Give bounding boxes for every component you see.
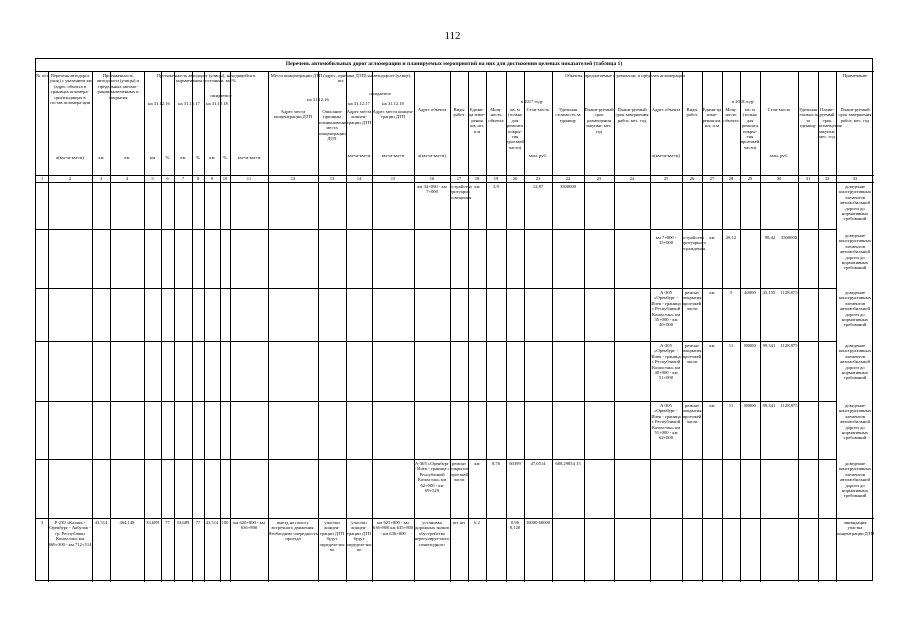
table-cell: А-305 «Оренбург - Илек - граница с Республикой Казахстан» км 35+000 - км 40+000 <box>651 290 681 328</box>
colnum: 8 <box>196 176 200 181</box>
table-note: доведение конструктивных элементов автомобильной дороги до нормативных требований <box>838 233 872 271</box>
table-cell: 47,0514 <box>530 461 546 466</box>
sub-km-3: км <box>98 155 104 160</box>
table-note: доведение конструктивных элементов автомобильной дороги до нормативных требований <box>838 184 872 222</box>
table-cell: 1128,875 <box>780 343 798 348</box>
table-cell: ремонт покрытия проезжей части <box>682 403 702 425</box>
sub-km-4: км <box>124 155 130 160</box>
table-cell: ремонт покрытия проезжей части <box>682 290 702 312</box>
table-note: ликвидация участка концентрации ДТП <box>836 520 874 536</box>
sub-km-9: км <box>209 155 215 160</box>
table-cell: ремонт покрытия проезжей части <box>450 461 469 483</box>
table-cell: км <box>709 403 715 408</box>
hdr-dtp-addr-17: Адрес места концен-трации ДТП <box>346 109 372 125</box>
colnum: 24 <box>629 176 635 181</box>
table-cell: 100 <box>221 520 229 525</box>
table-frame <box>35 58 873 581</box>
hdr-dtp-expected: ожидаемое <box>369 91 391 96</box>
hdr-2017: в 2017 году <box>520 99 544 104</box>
table-cell: 0,96 0,120 <box>509 520 521 531</box>
hdr-note: Примечание <box>842 73 868 78</box>
table-cell: 11 <box>728 403 734 408</box>
hdr-d18: на 31.12.18 <box>206 101 228 106</box>
table-cell: 99,341 <box>762 403 776 408</box>
sub-km-11: км+м-км+м <box>237 155 261 160</box>
colnum: 4 <box>125 176 129 181</box>
colnum: 6 <box>166 176 169 181</box>
hdr-dtp-addr-18: Адрес места концен-трации ДТП <box>372 109 414 120</box>
table-cell: выезд на полосу встречного движения. Необходимо очередность проезда <box>268 520 318 542</box>
hdr-dtp: Места концентрации ДТП (адрес, причина ДТП) на автодороге (улице), шт. <box>270 73 412 84</box>
table-cell: км 620+800 - км 636+800 <box>233 520 265 531</box>
hdr-norm-expected: ожидаемое <box>210 93 232 98</box>
colnum: 13 <box>329 176 335 181</box>
table-cell: 1128,875 <box>780 403 798 408</box>
colnum: 21 <box>535 176 541 181</box>
sub-pct-6: % <box>165 155 170 160</box>
table-cell: 43,514 <box>94 520 108 525</box>
colnum: 25 <box>663 176 669 181</box>
table-cell: 3,9 <box>493 184 499 189</box>
table-cell: 77 <box>165 520 170 525</box>
colnum: 3 <box>99 176 103 181</box>
sub-km-5: км <box>149 155 156 160</box>
hdr-ucost-18: Удельная стоимость за единицу <box>798 107 819 129</box>
table-cell: 43,514 <box>205 520 219 525</box>
table-cell: км 34+000 - км 7+000 <box>417 184 447 195</box>
hdr-road-list: Перечень автодорог (улиц) с указанием км (адрес объекта в границах агломера-ции/входящих в состав агломера-ции <box>48 73 92 106</box>
table-cell: 12,87 <box>532 184 544 189</box>
table-cell: 88000 <box>744 403 756 408</box>
table-cell: 6 2 <box>474 520 480 525</box>
table-title: Перечень автомобильных дорог агломерации и планируемых мероприятий на них для достижения целевых показателей (таблица 1) <box>285 61 623 67</box>
hdr-sqm-18: кв. м (только для ремонта покры-тия проезжей части) <box>740 107 760 150</box>
hdr-objects: Объекты, предлагаемые к ремонтам, в пределах агломерации <box>565 73 685 78</box>
table-cell: А-305 «Оренбург - Илек - граница с Республикой Казахстан» км 62+000 - км 69+529 <box>414 461 450 494</box>
table-cell: 98,42 <box>764 235 776 240</box>
colnum: 28 <box>728 176 734 181</box>
table-cell: 33,689 <box>146 520 159 525</box>
sub-km-15: а(км+м-км+м) <box>418 153 446 158</box>
table-cell: 688,29854 15 <box>555 461 581 466</box>
hdr-dtp-d17: на 31.12.17 <box>348 101 370 106</box>
sub-mln-29: млн. руб. <box>770 153 788 158</box>
table-note: доведение конструктивных элементов автомобильной дороги до нормативных требований <box>838 403 872 441</box>
hdr-obj-addr-18: Адрес объекта <box>651 107 681 112</box>
table-cell: устройство тротуарного ограждения <box>682 235 706 251</box>
colnum: 29 <box>747 176 753 181</box>
sub-km-13: км+м-км+м <box>347 153 371 158</box>
table-cell: установка дорожных знаков обустройство нерегулируе-мого пешеходного <box>414 520 450 547</box>
colnum: 12 <box>290 176 296 181</box>
table-cell: км 625+800 - км 636+800 км 635+800 - км 636+800 <box>372 520 414 536</box>
sub-km-7: км <box>180 155 186 160</box>
hdr-ucost-17: Удельная стоимость за единицу <box>555 107 581 123</box>
table-cell: 45,155 <box>762 290 776 295</box>
colnum: 23 <box>596 176 602 181</box>
table-cell: Р-239 «Казань - Оренбург - Акбулак - гр. Республики Казахстан» км 669+300 - км 712+514 <box>48 520 92 547</box>
table-cell: км 7+000 - 35+000 <box>655 235 677 246</box>
table-cell: 3 <box>40 520 44 525</box>
table-cell: км <box>709 343 715 348</box>
hdr-norm-length: Протяженность автодорог (улицы), находящейся в нормативном состоянии, км/% <box>156 73 256 84</box>
hdr-sqm-17: кв. м (только для ремонта покры-тия проезжей части) <box>506 107 525 150</box>
table-cell: 77 <box>195 520 201 525</box>
table-cell: км <box>709 235 715 240</box>
colnum: 9 <box>210 176 214 181</box>
hdr-purchase-17: Плани-руемый срок размещения закупки, мес. год <box>584 107 614 134</box>
colnum: 18 <box>474 176 480 181</box>
hdr-finish-17: Плани-руемый срок завершения работ, мес. год <box>615 107 649 123</box>
table-cell: 5 <box>729 290 733 295</box>
sub-km-2: а(км+м-км+м) <box>56 155 84 160</box>
hdr-unit-18: Едини-ца изме-рения км, шт, п.м <box>702 107 722 129</box>
colnum: 30 <box>776 176 782 181</box>
colnum: 19 <box>493 176 499 181</box>
table-cell: 33,689 <box>176 520 190 525</box>
hdr-purchase-18: Плани-руемый срок размещения закупки, мес. год <box>818 107 842 140</box>
colnum: 11 <box>246 176 252 181</box>
table-cell: км <box>709 290 715 295</box>
hdr-power-17: Мощ-ность объекта <box>488 107 504 123</box>
table-cell: 1128,875 <box>780 290 798 295</box>
sub-pct-10: % <box>223 155 227 160</box>
table-cell: ремонт покрытия проезжей части <box>682 343 702 365</box>
hdr-d17: на 31.12.17 <box>178 101 200 106</box>
table-cell: км <box>474 184 480 189</box>
hdr-work-17: Виды работ <box>453 107 465 118</box>
table-cell: 8,76 <box>491 461 501 466</box>
table-note: доведение конструктивных элементов автомобильной дороги до нормативных требований <box>838 461 872 499</box>
hdr-work-18: Виды работ <box>686 107 698 118</box>
hdr-dtp-d18: на 31.12.18 <box>382 101 404 106</box>
sub-mln-20: млн. руб. <box>529 153 547 158</box>
hdr-2018: в 2018 году <box>731 99 755 104</box>
table-cell: 464,148 <box>119 520 135 525</box>
colnum: 7 <box>181 176 185 181</box>
hdr-dtp-d16: на 31.12.16 <box>307 97 329 102</box>
table-cell: А-305 «Оренбург - Илек - граница с Республикой Казахстан» км 40+000 - км 51+000 <box>651 343 681 381</box>
table-cell: 28,12 <box>725 235 737 240</box>
table-note: доведение конструктивных элементов автомобильной дороги до нормативных требований <box>838 343 872 381</box>
hdr-d16: на 31.12.16 <box>148 101 170 106</box>
table-cell: А-305 «Оренбург - Илек - граница с Республикой Казахстан» км 51+000 - км 62+000 <box>651 403 681 441</box>
colnum: 31 <box>805 176 811 181</box>
table-cell: 40000 <box>744 290 756 295</box>
table-cell: 88000 <box>744 343 756 348</box>
table-cell: 3500000 <box>780 235 798 240</box>
colnum: 17 <box>456 176 462 181</box>
hdr-num: № п/п <box>36 73 48 78</box>
colnum: 14 <box>356 176 362 181</box>
table-cell: 60399 <box>509 461 521 466</box>
table-cell: участки концен-трации ДТП будут определе-ны по <box>346 520 372 553</box>
hdr-length: Протяженность автодороги (улицы) и предельных автомо-рации/включенных в покрытия <box>97 73 139 100</box>
hdr-unit-17: Едини-ца изме-рения км, шт, п.м <box>468 107 486 134</box>
colnum: 20 <box>512 176 518 181</box>
colnum: 5 <box>151 176 154 181</box>
colnum: 1 <box>40 176 44 181</box>
sub-km-24: а(км+м-км+м) <box>652 153 680 158</box>
table-cell: шт шт <box>452 520 466 525</box>
colnum: 22 <box>565 176 571 181</box>
hdr-dtp-reason: Описание причины возникновения места концентрации ДТП <box>318 109 348 142</box>
table-cell: участки концен-трации ДТП будут определе-ны по <box>319 520 345 553</box>
hdr-cost-17: Стои-мость <box>526 107 550 112</box>
hdr-power-18: Мощ-ность объекта <box>723 107 739 123</box>
sub-km-14: км+м-км+м <box>381 153 405 158</box>
page-number: 112 <box>444 30 461 42</box>
colnum: 26 <box>689 176 695 181</box>
table-cell: км <box>474 461 480 466</box>
table-cell: устройство тротуаров освещения <box>450 184 472 200</box>
hdr-cost-18: Стои-мость <box>767 107 791 112</box>
colnum: 2 <box>68 176 72 181</box>
table-cell: 3300000 <box>559 184 577 189</box>
table-cell: 99,341 <box>762 343 776 348</box>
colnum: 27 <box>709 176 715 181</box>
hdr-obj-addr-17: Адрес объекта <box>417 107 447 112</box>
table-cell: 11 <box>728 343 734 348</box>
colnum: 15 <box>390 176 396 181</box>
sub-pct-8: % <box>196 155 200 160</box>
hdr-dtp-addr: Адрес места концентрации ДТП <box>274 109 312 120</box>
colnum: 16 <box>429 176 435 181</box>
colnum: 10 <box>222 176 228 181</box>
hdr-finish-18: Плани-руемый срок завершения работ, мес. год <box>838 107 872 123</box>
table-note: доведение конструктивных элементов автомобильной дороги до нормативных требований <box>838 290 872 328</box>
colnum: 33 <box>852 176 858 181</box>
colnum: 32 <box>824 176 830 181</box>
table-cell: 16000 60000 <box>525 520 551 525</box>
